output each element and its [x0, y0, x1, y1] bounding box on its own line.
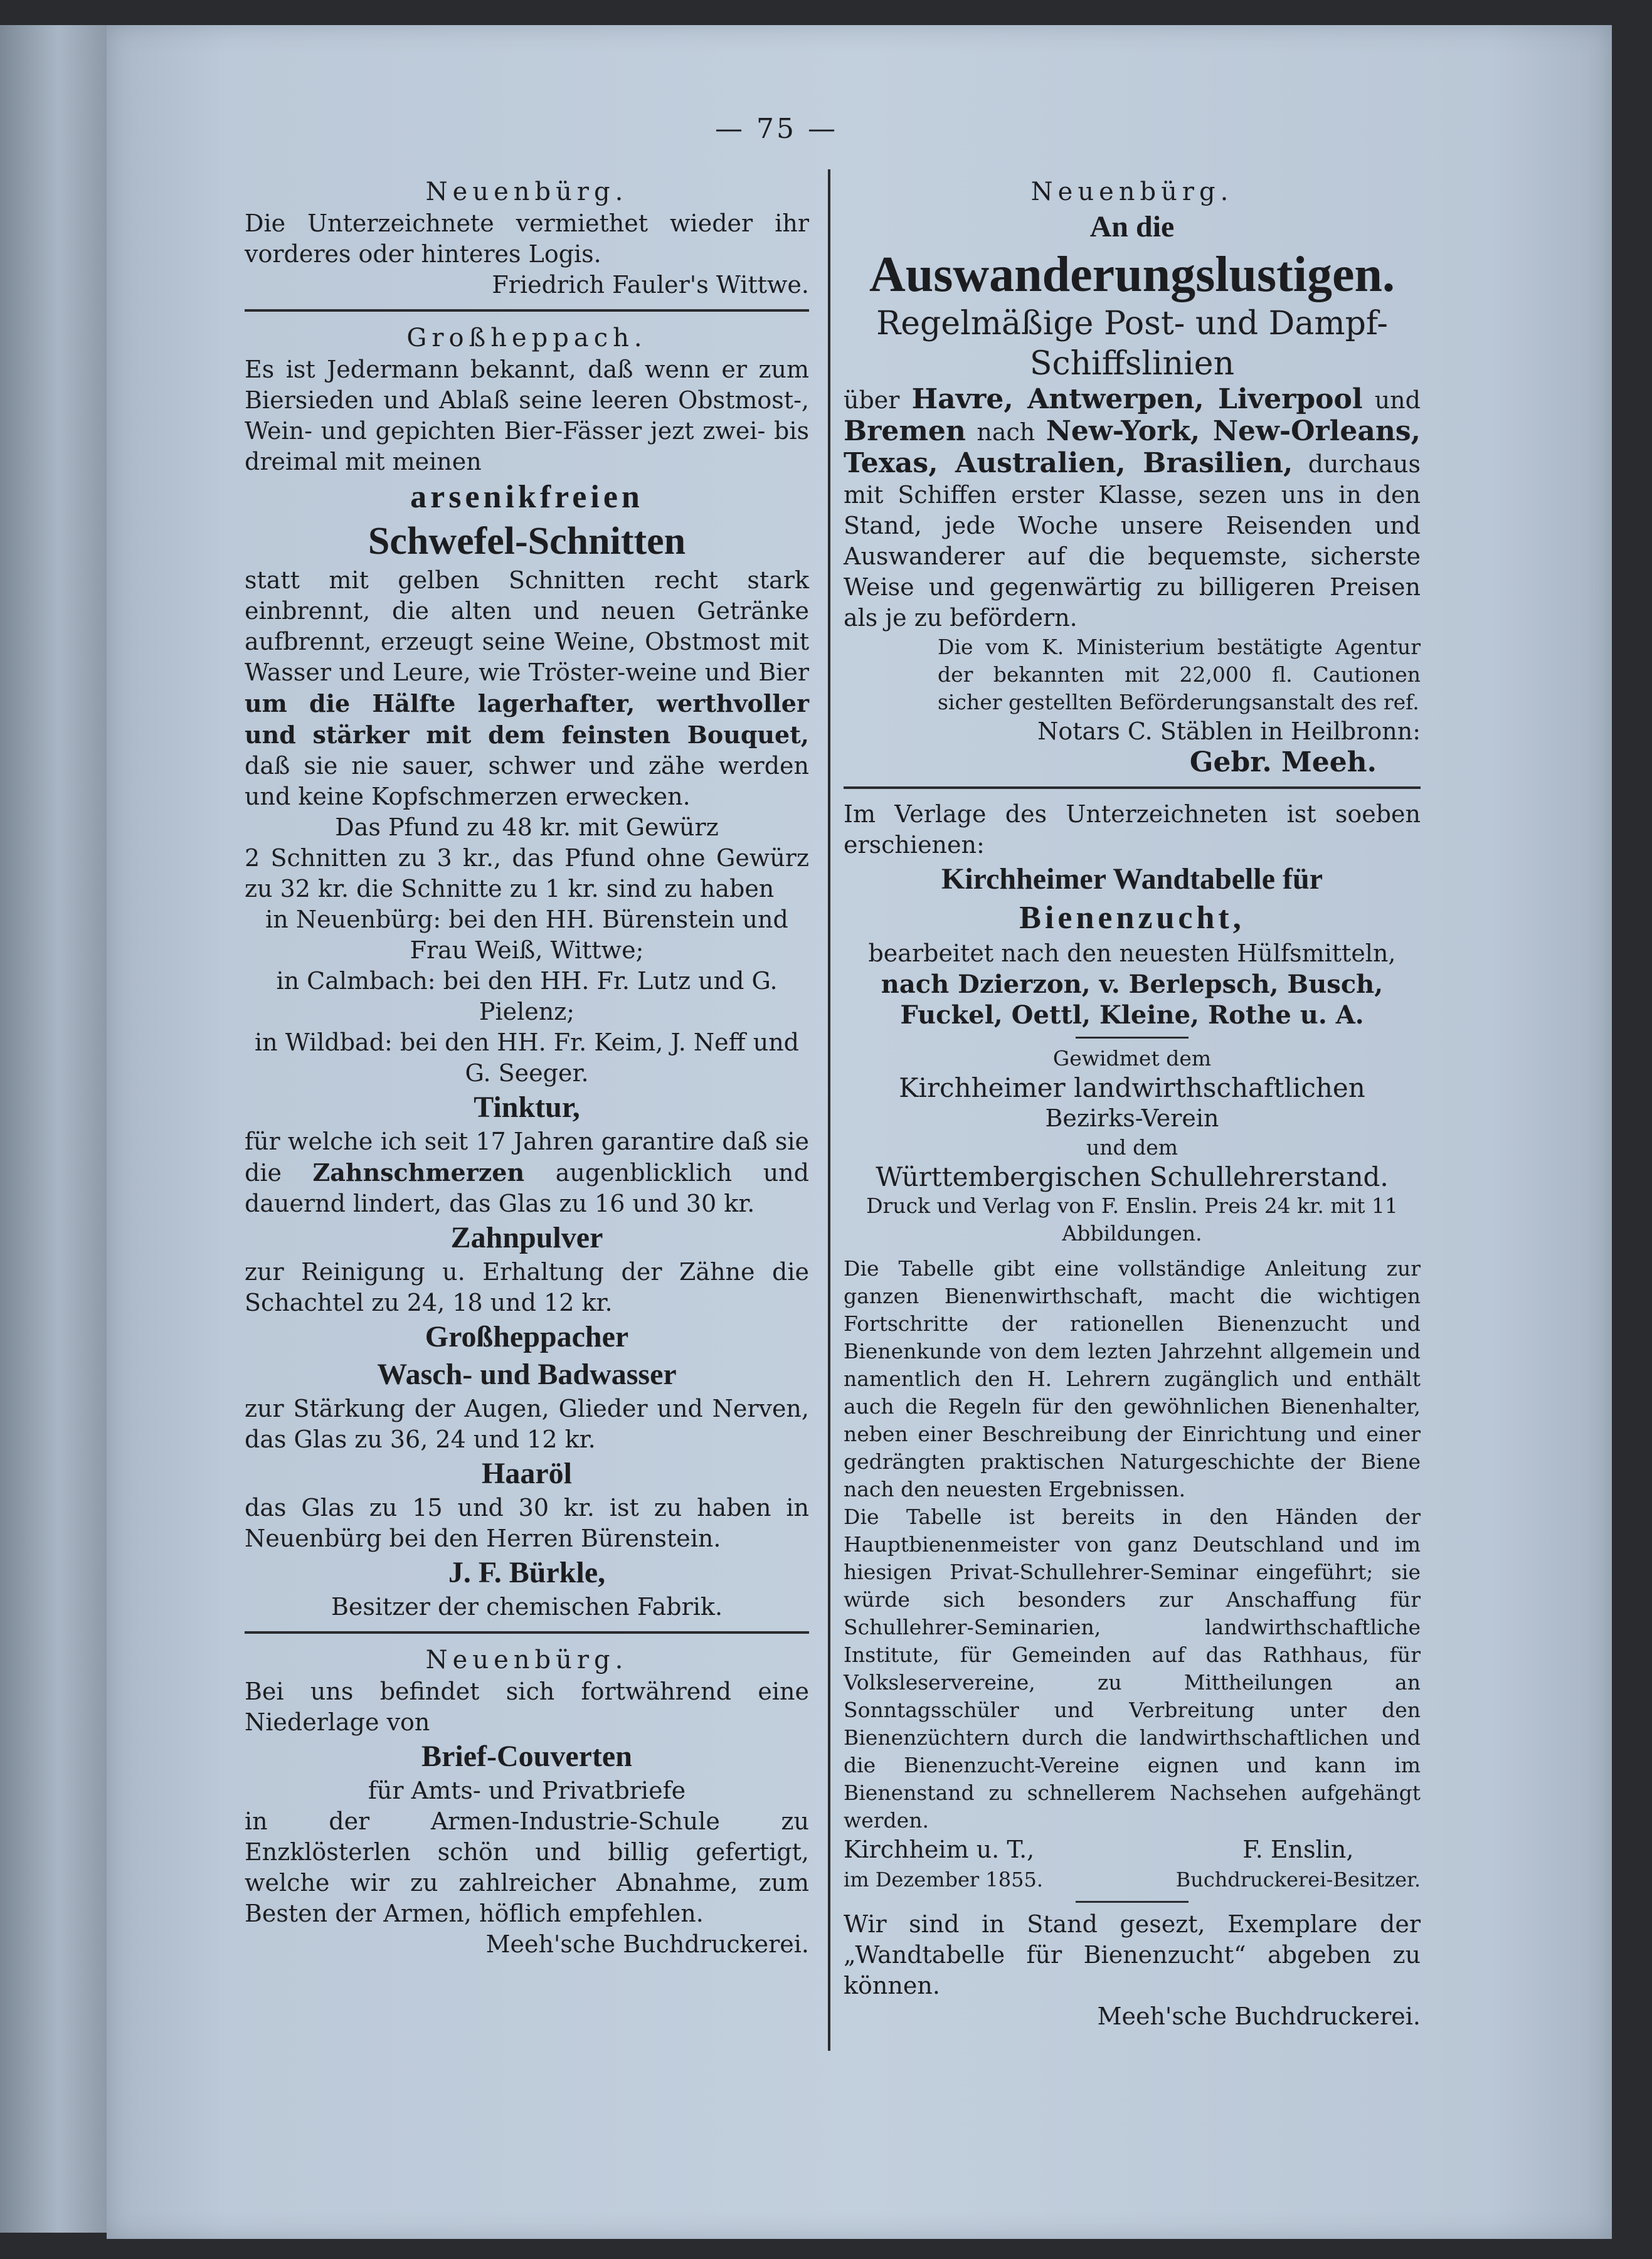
- ad-text: Kirchheimer landwirthschaftlichen: [899, 1072, 1365, 1103]
- ad-town: Neuenbürg.: [1030, 177, 1234, 206]
- text-emphasis: Havre, Antwerpen, Liverpool: [911, 383, 1363, 415]
- ad-brief-couverten: [245, 1644, 809, 1960]
- ad-signature-row: [844, 1834, 1421, 1895]
- text-span: nach: [977, 418, 1035, 446]
- ad-text: Bei uns befindet sich fortwährend eine Niederlage von: [245, 1678, 809, 1736]
- ad-short-separator: [1076, 1037, 1189, 1039]
- ad-publisher-line: Druck und Verlag von F. Enslin. Preis 24 kr. mit 11 Abbildungen.: [866, 1193, 1398, 1246]
- ad-heading: Tinktur,: [474, 1091, 580, 1124]
- price-line: 2 Schnitten zu 3 kr., das Pfund ohne Gewürz zu 32 kr. die Schnitte zu 1 kr. sind zu haben: [245, 844, 809, 902]
- ad-heading: arsenikfreien: [410, 479, 643, 515]
- ad-heading: Regelmäßige Post- und Dampf-Schiffslinien: [876, 305, 1388, 383]
- price-line: in Neuenbürg: bei den HH. Bürenstein und Frau Weiß, Wittwe;: [265, 906, 788, 964]
- ad-intro: Im Verlage des Unterzeichneten ist soeben erschienen:: [844, 800, 1421, 859]
- ad-heading: Kirchheimer Wandtabelle für: [941, 862, 1323, 896]
- ad-heading: An die: [1089, 210, 1175, 243]
- ad-place-date: [844, 1834, 1043, 1895]
- ad-paragraph: Die Tabelle ist bereits in den Händen der Hauptbienenmeister von ganz Deutschland und im hiesigen Privat-Schullehrer-Seminar eingeführt; sie würde sich besonders zur Anschaffung für Schullehrer-Seminarien, landwirthschaftliche Institute, für Gemeinden auf das Rathhaus, für Volksleservereine, zu Mittheilungen an Sonntagsschüler und Verbreitung unter den Bienenzüchtern durch die landwirthschaftlichen und die Bienenzucht-Vereine eignen und kann im Bienenstand zu schnellerem Nachsehen aufgehängt werden.: [844, 1505, 1421, 1833]
- ad-paragraph: Die Tabelle gibt eine vollständige Anleitung zur ganzen Bienenwirthschaft, macht die wichtigen Fortschritte der rationellen Bienenzucht und Bienenkunde von dem lezten Jahrzehnt allgemein und namentlich den H. Lehrern zugänglich und enthält auch die Regeln für den gewöhnlichen Bienenhalter, neben einer Beschreibung der Einrichtung und einer gedrängten praktischen Naturgeschichte der Biene nach den neuesten Ergebnissen.: [844, 1256, 1421, 1501]
- ad-signature: Meeh'sche Buchdruckerei.: [485, 1930, 809, 1958]
- ad-signature: Gebr. Meeh.: [1189, 746, 1377, 778]
- text-span: durchaus mit Schiffen erster Klasse, sezen uns in den Stand, jede Woche unsere Reisenden und Auswanderer auf die bequemste, sicherste Weise und gegenwärtig zu billigeren Preisen als je zu befördern.: [844, 450, 1421, 632]
- ad-text: Die Unterzeichnete vermiethet wieder ihr vorderes oder hinteres Logis.: [245, 209, 809, 268]
- ad-wandtabelle: [844, 799, 1421, 1895]
- text-span: und: [1374, 386, 1421, 414]
- ad-heading: Zahnpulver: [450, 1221, 603, 1254]
- column-divider: [828, 169, 830, 2051]
- ad-town: Neuenbürg.: [425, 177, 628, 206]
- price-line: in Calmbach: bei den HH. Fr. Lutz und G. Pielenz;: [276, 967, 778, 1025]
- ad-heading: Brief-Couverten: [421, 1740, 632, 1773]
- ad-small-text: Die vom K. Ministerium bestätigte Agentur der bekannten mit 22,000 fl. Cautionen sicher gestellten Beförderungsanstalt des ref.: [938, 635, 1421, 714]
- ad-text: zur Stärkung der Augen, Glieder und Nerven, das Glas zu 36, 24 und 12 kr.: [245, 1395, 809, 1453]
- ad-logis: [245, 176, 809, 300]
- ad-exemplare: [844, 1909, 1421, 2032]
- ad-text: zur Reinigung u. Erhaltung der Zähne die Schachtel zu 24, 18 und 12 kr.: [245, 1258, 809, 1316]
- ad-text: Bezirks-Verein: [1045, 1104, 1219, 1132]
- ad-text: Württembergischen Schullehrerstand.: [876, 1161, 1389, 1192]
- left-column: [245, 176, 809, 1960]
- ad-text: Wir sind in Stand gesezt, Exemplare der „Wandtabelle für Bienenzucht“ abgeben zu können.: [844, 1910, 1421, 1999]
- ad-text: das Glas zu 15 und 30 kr. ist zu haben in Neuenbürg bei den Herren Bürenstein.: [245, 1494, 809, 1552]
- ad-intro: Es ist Jedermann bekannt, daß wenn er zum Biersieden und Ablaß seine leeren Obstmost-, Wein- und gepichten Bier-Fässer jezt zwei- bis dreimal mit meinen: [245, 356, 809, 475]
- ad-text: [245, 565, 809, 812]
- left-page-edge: [0, 25, 107, 2233]
- ad-place: Kirchheim u. T.,: [844, 1836, 1035, 1863]
- ad-publisher-name: F. Enslin,: [1242, 1836, 1354, 1863]
- price-line: in Wildbad: bei den HH. Fr. Keim, J. Neff und G. Seeger.: [254, 1029, 799, 1087]
- ad-notary: Notars C. Stäblen in Heilbronn:: [1037, 717, 1421, 745]
- ad-heading: Großheppacher: [425, 1320, 629, 1353]
- text-emphasis: Bremen: [844, 415, 966, 447]
- ad-text: und dem: [1086, 1135, 1178, 1160]
- ad-schwefel-schnitten: [245, 322, 809, 1622]
- ad-heading: Wasch- und Badwasser: [377, 1358, 677, 1391]
- ad-town: Neuenbürg.: [425, 1646, 628, 1674]
- ad-publisher-sub: Buchdruckerei-Besitzer.: [1175, 1868, 1421, 1891]
- text-emphasis: Zahnschmerzen: [312, 1158, 525, 1187]
- ad-separator: [245, 1631, 809, 1634]
- text-emphasis: New-York, New-Orleans, Texas, Australien, Brasilien,: [844, 415, 1421, 479]
- text-span: für welche ich seit 17 Jahren garantire daß sie die: [245, 1128, 809, 1187]
- ad-text: [245, 1126, 809, 1219]
- ad-town: Großheppach.: [406, 324, 647, 352]
- price-line: Das Pfund zu 48 kr. mit Gewürz: [335, 813, 719, 841]
- ad-publisher: [1176, 1834, 1421, 1895]
- ad-heading: Auswanderungslustigen.: [869, 247, 1395, 302]
- text-emphasis: um die Hälfte lagerhafter, werthvoller und stärker mit dem feinsten Bouquet,: [245, 689, 809, 749]
- ad-signature-sub: Besitzer der chemischen Fabrik.: [331, 1593, 723, 1621]
- ad-subtitle: bearbeitet nach den neuesten Hülfsmitteln,: [868, 939, 1396, 967]
- ad-date: im Dezember 1855.: [844, 1868, 1043, 1891]
- ad-heading: Bienenzucht,: [1019, 900, 1245, 936]
- text-span: daß sie nie sauer, schwer und zähe werden und keine Kopfschmerzen erwecken.: [245, 752, 809, 810]
- ad-separator: [844, 786, 1421, 789]
- ad-signature: Meeh'sche Buchdruckerei.: [1097, 2002, 1421, 2030]
- ad-authors: nach Dzierzon, v. Berlepsch, Busch, Fuckel, Oettl, Kleine, Rothe u. A.: [881, 970, 1384, 1030]
- page-number: — 75 —: [715, 113, 838, 145]
- ad-text: in der Armen-Industrie-Schule zu Enzklösterlen schön und billig gefertigt, welche wir zu zahlreicher Abnahme, zum Besten der Armen, höflich empfehlen.: [245, 1807, 809, 1927]
- text-span: statt mit gelben Schnitten recht stark einbrennt, die alten und neuen Getränke aufbrennt, erzeugt seine Weine, Obstmost mit Wasser und Leure, wie Tröster-weine und Bier: [245, 566, 809, 686]
- ad-text: für Amts- und Privatbriefe: [368, 1777, 686, 1804]
- ad-text: Gewidmet dem: [1052, 1046, 1212, 1071]
- right-column: [844, 176, 1421, 2032]
- ad-short-separator: [1076, 1901, 1189, 1903]
- ad-heading: Schwefel-Schnitten: [368, 520, 686, 563]
- ad-signature: Friedrich Fauler's Wittwe.: [492, 271, 809, 299]
- ad-text: [844, 384, 1421, 633]
- ad-auswanderung: [844, 176, 1421, 778]
- ad-signature: J. F. Bürkle,: [448, 1556, 606, 1589]
- text-span: über: [844, 386, 900, 414]
- ad-heading: Haaröl: [482, 1457, 572, 1490]
- ad-separator: [245, 309, 809, 312]
- text-span: augenblicklich und dauernd lindert, das Glas zu 16 und 30 kr.: [245, 1159, 809, 1217]
